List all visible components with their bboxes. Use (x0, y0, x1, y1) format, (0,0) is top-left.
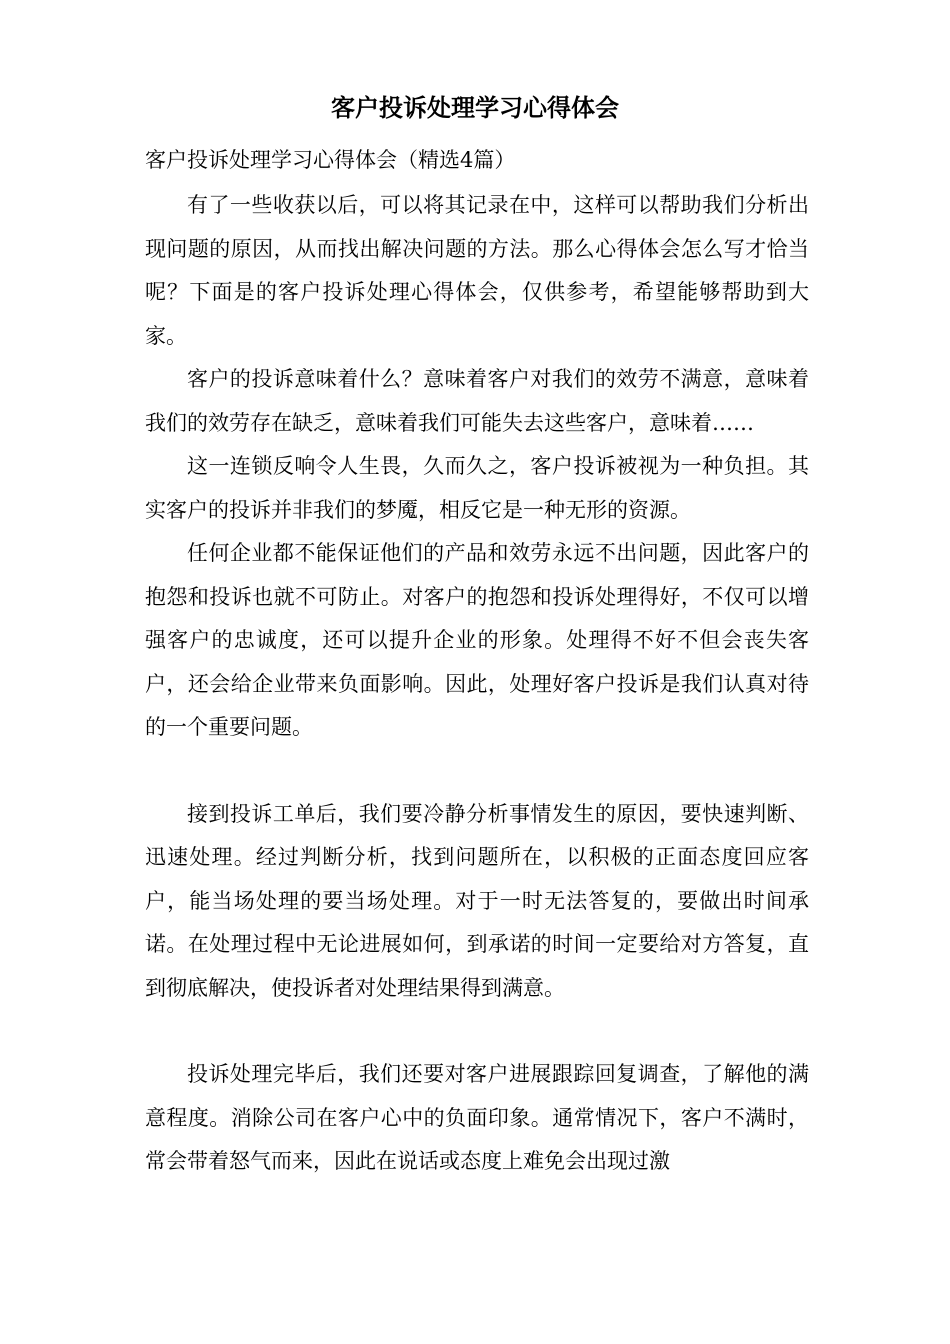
document-body (145, 184, 809, 1184)
paragraph-chain-reaction: 这一连锁反响令人生畏，久而久之，客户投诉被视为一种负担。其实客户的投诉并非我们的梦魇，相反它是一种无形的资源。 (145, 454, 809, 522)
paragraph-handling-importance: 任何企业都不能保证他们的产品和效劳永远不出问题，因此客户的抱怨和投诉也就不可防止。对客户的抱怨和投诉处理得好，不仅可以增强客户的忠诚度，还可以提升企业的形象。处理得不好不但会丧失客户，还会给企业带来负面影响。因此，处理好客户投诉是我们认真对待的一个重要问题。 (145, 541, 809, 739)
paragraph-intro: 有了一些收获以后，可以将其记录在中，这样可以帮助我们分析出现问题的原因，从而找出解决问题的方法。那么心得体会怎么写才恰当呢？下面是的客户投诉处理心得体会，仅供参考，希望能够帮助到大家。 (145, 193, 809, 348)
paragraph-spacer (145, 1010, 809, 1053)
paragraph-handling-steps: 接到投诉工单后，我们要冷静分析事情发生的原因，要快速判断、迅速处理。经过判断分析，找到问题所在，以积极的正面态度回应客户，能当场处理的要当场处理。对于一时无法答复的，要做出时间承诺。在处理过程中无论进展如何，到承诺的时间一定要给对方答复，直到彻底解决，使投诉者对处理结果得到满意。 (145, 801, 809, 1000)
paragraph-complaint-meaning: 客户的投诉意味着什么？意味着客户对我们的效劳不满意，意味着我们的效劳存在缺乏，意味着我们可能失去这些客户，意味着…… (145, 367, 809, 435)
paragraph-spacer (145, 750, 809, 793)
document-title: 客户投诉处理学习心得体会 (331, 93, 619, 122)
paragraph-follow-up: 投诉处理完毕后，我们还要对客户进展跟踪回复调查，了解他的满意程度。消除公司在客户心中的负面印象。通常情况下，客户不满时，常会带着怒气而来，因此在说话或态度上难免会出现过激 (145, 1062, 809, 1173)
document-subtitle: 客户投诉处理学习心得体会（精选4篇） (145, 148, 516, 172)
